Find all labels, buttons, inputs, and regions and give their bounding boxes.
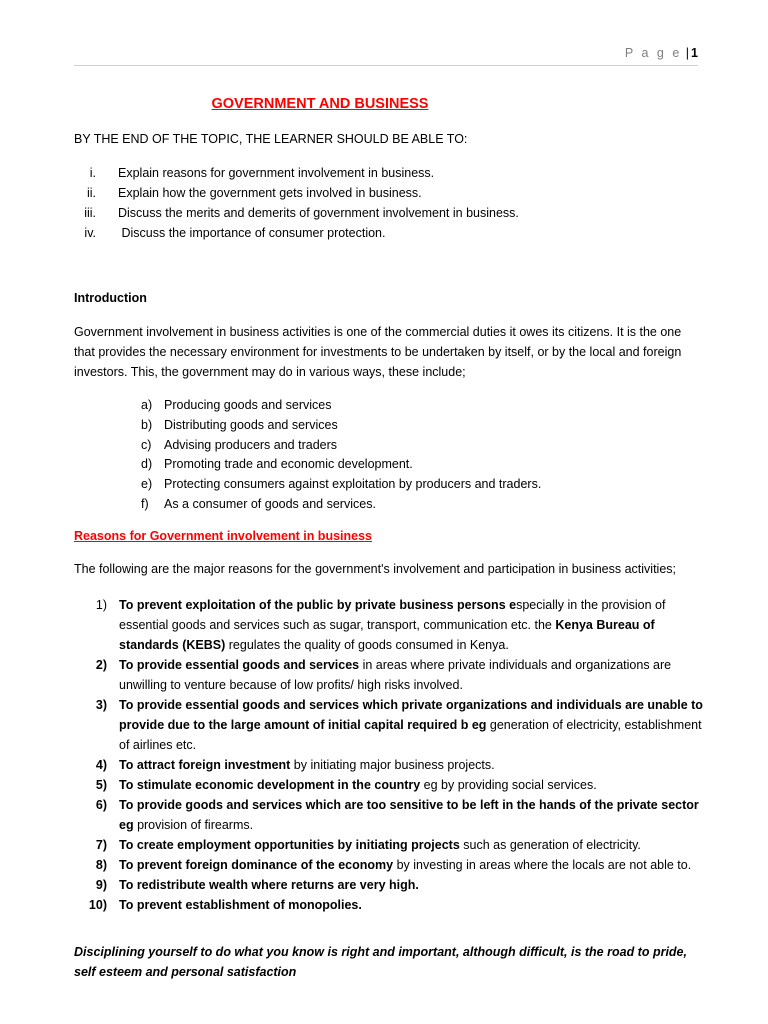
reason-text: by investing in areas where the locals are not able to. bbox=[393, 858, 692, 872]
reason-item bbox=[74, 855, 706, 875]
reason-bold-text: To stimulate economic development in the country bbox=[119, 778, 421, 792]
list-marker: b) bbox=[141, 417, 153, 432]
list-item-text: Discuss the importance of consumer protection. bbox=[118, 226, 386, 240]
list-item bbox=[74, 225, 519, 245]
reason-text: generation of electricity, establishment of airlines etc. bbox=[119, 718, 702, 752]
reasons-lead: The following are the major reasons for the government's involvement and participation in business activities; bbox=[74, 562, 677, 576]
reason-text: by initiating major business projects. bbox=[290, 758, 495, 772]
objectives-intro: BY THE END OF THE TOPIC, THE LEARNER SHOULD BE ABLE TO: bbox=[74, 132, 468, 146]
list-item-text: Discuss the merits and demerits of government involvement in business. bbox=[118, 206, 519, 220]
list-marker: 10) bbox=[88, 898, 107, 912]
list-item-text: Producing goods and services bbox=[164, 398, 332, 412]
ways-list bbox=[141, 397, 541, 516]
reason-item bbox=[74, 795, 706, 835]
reason-item bbox=[74, 875, 706, 895]
list-item-text: Distributing goods and services bbox=[164, 417, 338, 432]
reason-item bbox=[74, 595, 706, 655]
list-item bbox=[141, 437, 541, 457]
reason-item bbox=[74, 775, 706, 795]
reason-bold-text: To prevent establishment of monopolies. bbox=[119, 898, 362, 912]
list-marker: 2) bbox=[95, 658, 107, 672]
reason-item bbox=[74, 835, 706, 855]
list-item-text: Promoting trade and economic development. bbox=[164, 457, 413, 472]
list-marker: i. bbox=[89, 166, 96, 180]
page-separator: | bbox=[685, 46, 690, 60]
list-marker: e) bbox=[141, 477, 153, 492]
objectives-list bbox=[74, 165, 519, 245]
list-item-text: Explain reasons for government involvement in business. bbox=[118, 166, 435, 180]
reason-item bbox=[74, 895, 706, 915]
list-marker: 5) bbox=[95, 778, 107, 792]
reason-text: provision of firearms. bbox=[133, 818, 254, 832]
reason-text: in areas where private individuals and organizations are unwilling to venture because of low profits/ high risks involved. bbox=[119, 658, 672, 692]
list-item-text: Explain how the government gets involved in business. bbox=[118, 186, 422, 200]
page-number: 1 bbox=[691, 46, 698, 60]
list-item bbox=[141, 456, 541, 476]
list-item-text: Protecting consumers against exploitation by producers and traders. bbox=[164, 477, 542, 492]
list-marker: ii. bbox=[86, 186, 96, 200]
reason-text: specially in the provision of essential goods and services such as sugar, transport, communication etc. the bbox=[119, 598, 666, 632]
reason-text: regulates the quality of goods consumed in Kenya. bbox=[225, 638, 509, 652]
reason-bold-text: To provide essential goods and services bbox=[119, 658, 360, 672]
list-marker: 9) bbox=[95, 878, 107, 892]
reason-item bbox=[74, 695, 706, 755]
list-item bbox=[141, 476, 541, 496]
reason-bold-text: To attract foreign investment bbox=[119, 758, 291, 772]
reason-item bbox=[74, 655, 706, 695]
list-marker: 8) bbox=[95, 858, 107, 872]
list-marker: iii. bbox=[84, 206, 96, 220]
reason-bold-text: To create employment opportunities by initiating projects bbox=[119, 838, 460, 852]
list-marker: iv. bbox=[84, 226, 96, 240]
closing-quote: Disciplining yourself to do what you know is right and important, although difficult, is the road to pride, self esteem and personal satisfaction bbox=[74, 945, 687, 979]
list-marker: 1) bbox=[95, 598, 107, 612]
reason-bold-text: Kenya Bureau of standards (KEBS) bbox=[119, 618, 655, 652]
list-marker: d) bbox=[141, 457, 153, 472]
list-item bbox=[74, 165, 519, 185]
reason-bold-text: To prevent exploitation of the public by private business persons e bbox=[119, 598, 517, 612]
introduction-paragraph: Government involvement in business activities is one of the commercial duties it owes its citizens. It is the one that provides the necessary environment for investments to be undertaken by itself, or by the local and foreign investors. This, the government may do in various ways, these include; bbox=[74, 325, 682, 379]
introduction-heading: Introduction bbox=[74, 291, 147, 305]
reasons-list bbox=[74, 595, 706, 915]
list-item bbox=[141, 397, 541, 417]
list-item-text: Advising producers and traders bbox=[164, 437, 338, 452]
reasons-heading: Reasons for Government involvement in business bbox=[74, 529, 372, 543]
list-marker: 3) bbox=[95, 698, 107, 712]
list-marker: 6) bbox=[95, 798, 107, 812]
list-item bbox=[141, 417, 541, 437]
list-item-text: As a consumer of goods and services. bbox=[164, 496, 376, 511]
reason-bold-text: To provide goods and services which are too sensitive to be left in the hands of the private sector eg bbox=[119, 798, 699, 832]
reason-item bbox=[74, 755, 706, 775]
list-marker: f) bbox=[141, 496, 149, 511]
reason-text: such as generation of electricity. bbox=[459, 838, 641, 852]
list-item bbox=[141, 496, 541, 516]
reason-bold-text: To provide essential goods and services which private organizations and individuals are unable to provide due to the large amount of initial capital required b eg bbox=[119, 698, 703, 732]
reason-bold-text: To prevent foreign dominance of the economy bbox=[119, 858, 394, 872]
reason-text: eg by providing social services. bbox=[420, 778, 597, 792]
list-item bbox=[74, 205, 519, 225]
page-label: P a g e bbox=[624, 46, 682, 60]
list-marker: c) bbox=[141, 437, 152, 452]
reason-bold-text: To redistribute wealth where returns are very high. bbox=[119, 878, 419, 892]
document-title: GOVERNMENT AND BUSINESS bbox=[211, 96, 429, 112]
list-item bbox=[74, 185, 519, 205]
list-marker: 4) bbox=[95, 758, 107, 772]
page-header bbox=[74, 46, 698, 66]
list-marker: a) bbox=[141, 398, 153, 412]
list-marker: 7) bbox=[95, 838, 107, 852]
